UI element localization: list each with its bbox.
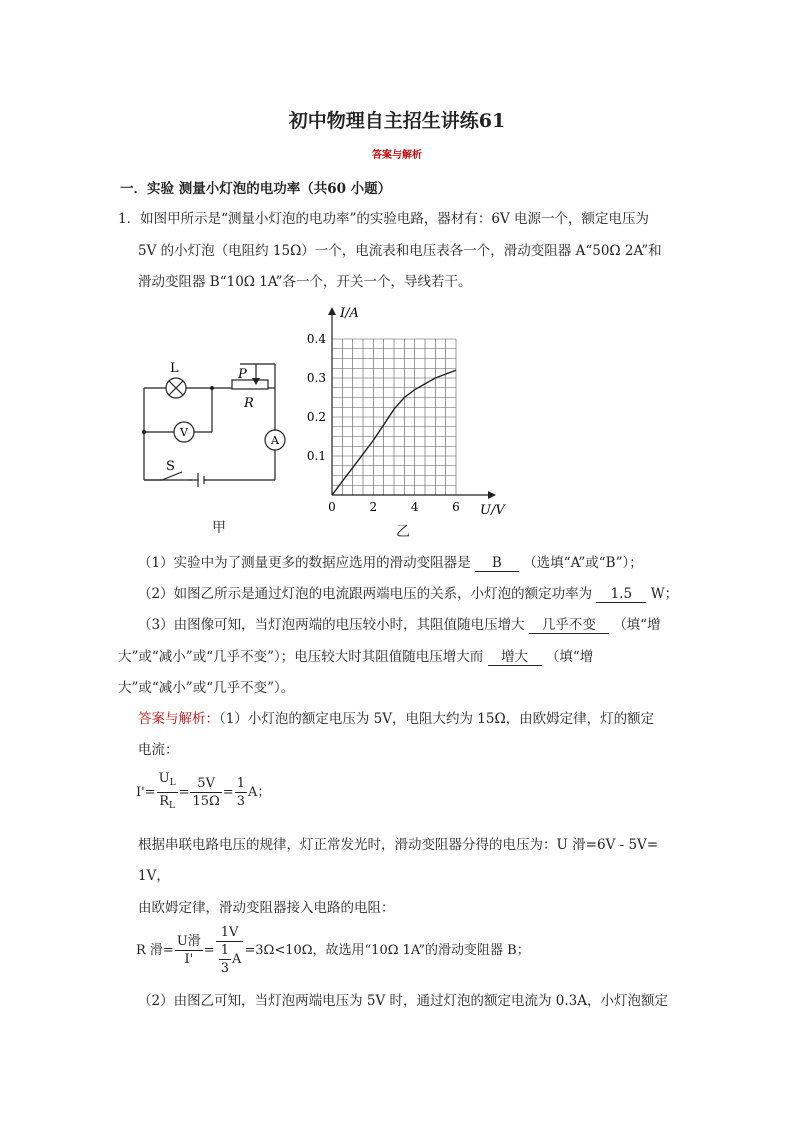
- equation-resistance: R 滑= $\frac{\text{U滑}}{I'}$ = 1V $\frac{1}{3}$ A =3Ω<10Ω，故选用“10Ω 1A”的滑动变阻器 B；: [136, 925, 530, 976]
- x-tick-label: 2: [369, 500, 378, 514]
- y-axis-label: I/A: [340, 306, 359, 321]
- solution-line-5: 由欧姆定律，滑动变阻器接入电路的电阻：: [138, 900, 395, 916]
- sub-question-3-line-3: 大”或“减小”或“几乎不变”）。: [118, 680, 295, 696]
- solution-line-1: 答案与解析：（1）小灯泡的额定电压为 5V，电阻大约为 15Ω，由欧姆定律，灯的额定: [138, 711, 655, 727]
- circuit-diagram: [130, 350, 290, 530]
- q1-answer: B: [475, 555, 519, 572]
- question-line-1: 1．如图甲所示是“测量小灯泡的电功率”的实验电路，器材有：6V 电源一个，额定电压为: [118, 211, 650, 227]
- x-axis-arrow-icon: [488, 491, 496, 499]
- y-tick-label: 0.4: [306, 332, 326, 346]
- solution-line-6: （2）由图乙可知，当灯泡两端电压为 5V 时，通过灯泡的额定电流为 0.3A，小灯泡额定: [138, 993, 669, 1009]
- figure-jia-caption: 甲: [212, 520, 226, 536]
- resistor-label: R: [244, 396, 254, 411]
- solution-line-3: 根据串联电路电压的规律，灯正常发光时，滑动变阻器分得的电压为：U 滑=6V - 5V=: [138, 837, 659, 853]
- q3-answer-2: 增大: [488, 645, 542, 666]
- sub-question-3-line-2: 大”或“减小”或“几乎不变”）；电压较大时其阻值随电压增大而 增大 （填“增: [118, 645, 593, 666]
- iv-graph: [306, 300, 526, 522]
- x-tick-label: 0: [328, 500, 336, 514]
- voltmeter-label: V: [180, 426, 188, 439]
- switch-label: S: [166, 459, 175, 474]
- sub-question-2: （2）如图乙所示是通过灯泡的电流跟两端电压的关系，小灯泡的额定功率为 1.5 W；: [138, 586, 679, 602]
- sub-question-1: （1）实验中为了测量更多的数据应选用的滑动变阻器是 B （选填“A”或“B”）；: [138, 555, 643, 571]
- question-line-2: 5V 的小灯泡（电阻约 15Ω）一个，电流表和电压表各一个，滑动变阻器 A“50Ω 2A”和: [138, 243, 662, 259]
- figure-yi-caption: 乙: [396, 524, 410, 540]
- q3-answer-1: 几乎不变: [529, 613, 609, 634]
- solution-label: 答案与解析：: [138, 711, 219, 727]
- sub-question-3: （3）由图像可知，当灯泡两端的电压较小时，其阻值随电压增大 几乎不变 （填“增: [138, 613, 661, 634]
- question-line-3: 滑动变阻器 B“10Ω 1A”各一个，开关一个，导线若干。: [138, 274, 472, 290]
- ammeter-label: A: [271, 434, 279, 447]
- y-tick-label: 0.1: [306, 449, 326, 463]
- lamp-symbol: [166, 378, 186, 398]
- y-tick-label: 0.3: [306, 371, 326, 385]
- lamp-label: L: [170, 361, 179, 376]
- equation-current: I'= $\frac{U_L}{R_L}$ = $\frac{5V}{15\Omega}$ = $\frac{1}{3}$ A；: [136, 771, 271, 811]
- section-heading: 一．实验 测量小灯泡的电功率（共60 小题）: [120, 181, 392, 197]
- page-title: 初中物理自主招生讲练61: [288, 110, 506, 132]
- slider-label: P: [238, 367, 247, 382]
- y-axis-arrow-icon: [328, 307, 336, 315]
- page-subtitle: 答案与解析: [372, 150, 422, 161]
- q2-answer: 1.5: [596, 586, 646, 603]
- x-axis-label: U/V: [480, 503, 505, 518]
- solution-line-4: 1V，: [138, 868, 170, 884]
- x-tick-label: 4: [410, 500, 419, 514]
- solution-line-2: 电流：: [138, 742, 179, 758]
- y-tick-label: 0.2: [306, 410, 326, 424]
- x-tick-label: 6: [452, 500, 460, 514]
